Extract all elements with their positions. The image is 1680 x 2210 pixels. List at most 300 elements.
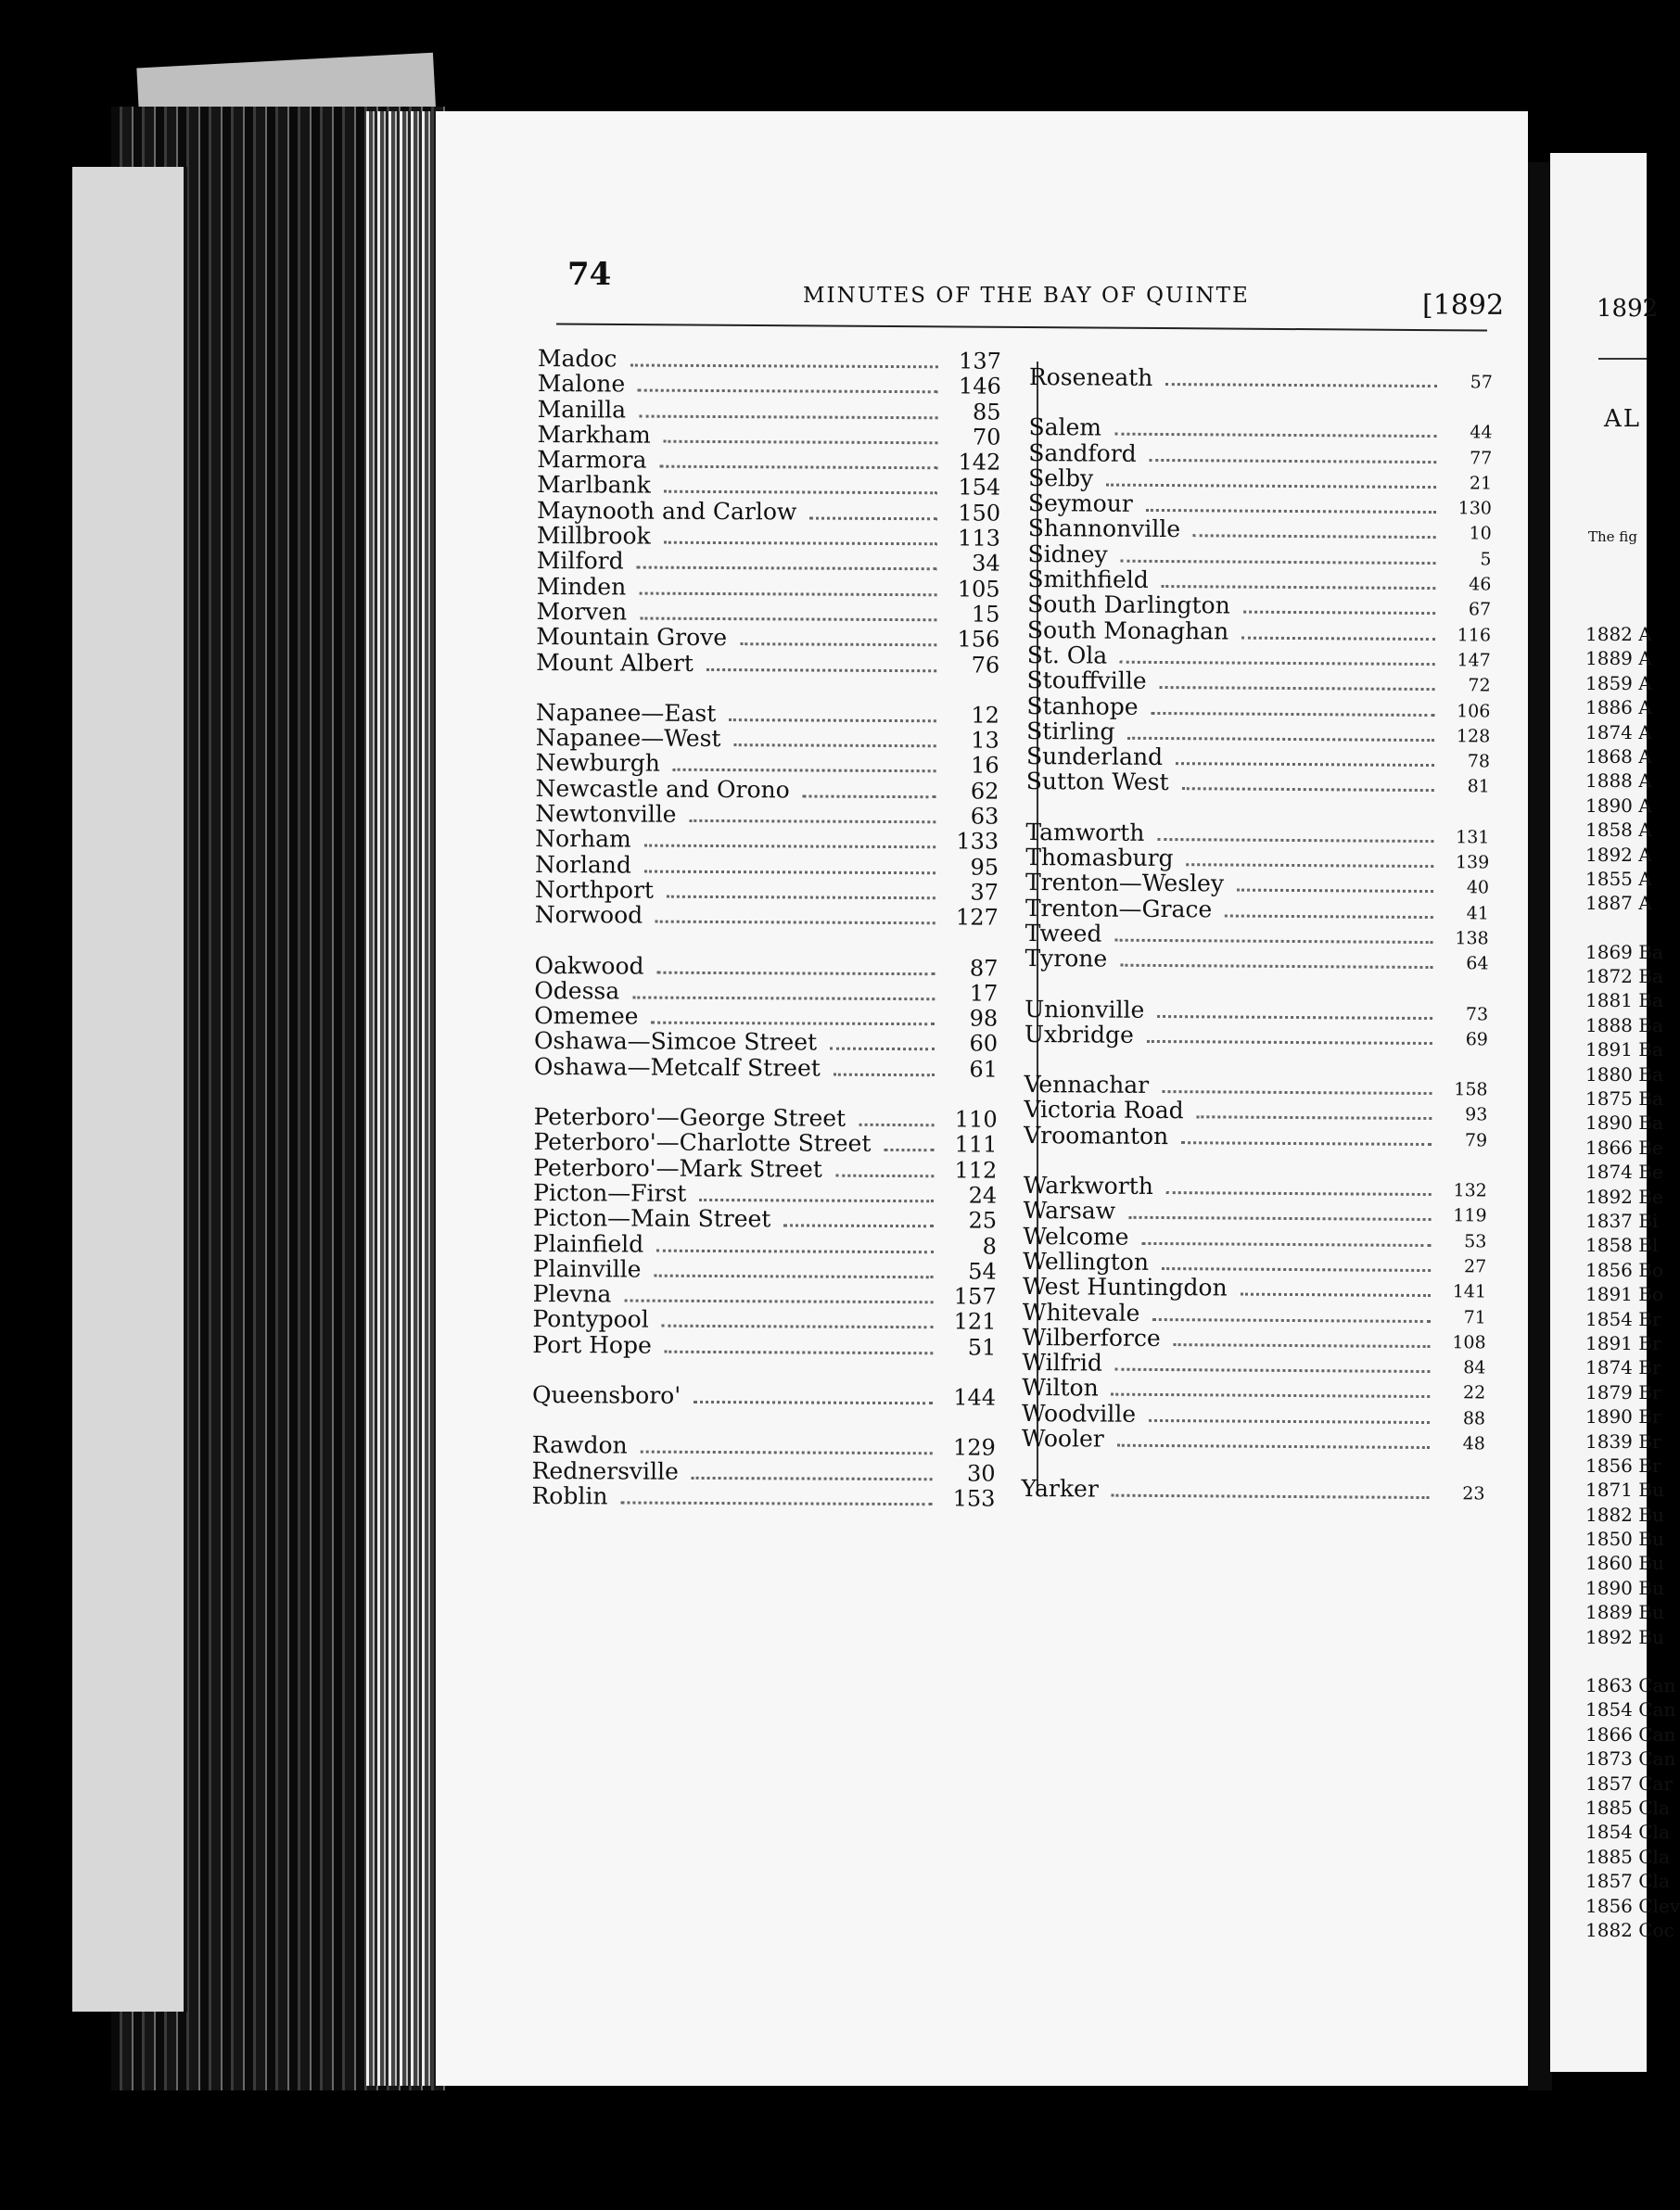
entry-page-number: 84	[1463, 1357, 1486, 1378]
dot-leader	[664, 541, 937, 546]
facing-page-heading: AL	[1604, 405, 1642, 433]
entry-page-number: 139	[1455, 852, 1490, 873]
entry-name: Warkworth	[1023, 1171, 1153, 1200]
index-entry	[534, 1002, 998, 1030]
entry-name: Pontypool	[532, 1305, 649, 1334]
index-entry	[1026, 743, 1490, 771]
index-entry	[537, 547, 1000, 575]
dot-leader	[654, 1274, 933, 1278]
dot-leader	[638, 389, 938, 394]
entry-page-number: 22	[1462, 1382, 1486, 1403]
dot-leader	[1150, 459, 1437, 464]
entry-name: Picton—First	[533, 1178, 687, 1207]
entry-name: Queensboro'	[531, 1380, 681, 1409]
index-entry	[1025, 920, 1489, 948]
entry-name: Peterboro'—Charlotte Street	[533, 1128, 872, 1158]
entry-page-number: 24	[968, 1182, 998, 1209]
dot-leader	[1121, 559, 1436, 564]
entry-name: Norwood	[534, 901, 643, 929]
entry-name: Manilla	[537, 395, 627, 424]
index-entry	[534, 1103, 998, 1131]
index-entry	[1024, 1096, 1487, 1124]
dot-leader	[1187, 863, 1434, 868]
entry-page-number: 142	[958, 449, 1001, 476]
facing-page-entry: 1892 A	[1585, 843, 1652, 866]
index-entry	[1026, 768, 1490, 796]
entry-page-number: 128	[1456, 726, 1491, 747]
entry-name: Northport	[534, 875, 655, 904]
facing-page-entry: 1856 Bo	[1585, 1258, 1663, 1281]
dot-leader	[1165, 383, 1437, 387]
entry-name: Milford	[536, 547, 624, 575]
entry-name: Napanee—East	[535, 698, 717, 727]
index-entry	[533, 1179, 997, 1207]
index-entry	[536, 623, 999, 651]
entry-page-number: 81	[1467, 776, 1490, 797]
entry-page-number: 153	[952, 1485, 996, 1512]
facing-page-entry: 1886 A	[1585, 696, 1652, 719]
entry-name: Maynooth and Carlow	[536, 496, 797, 526]
entry-page-number: 16	[971, 752, 999, 780]
facing-page-entry: 1880 Ba	[1585, 1062, 1663, 1086]
dot-leader	[729, 718, 936, 722]
dot-leader	[657, 971, 935, 975]
index-entry	[1024, 1172, 1487, 1200]
dot-leader	[1162, 1267, 1431, 1272]
entry-page-number: 98	[969, 1005, 999, 1032]
dot-leader	[1243, 611, 1435, 615]
entry-name: Tamworth	[1025, 818, 1145, 846]
facing-page-entry: 1892 Be	[1585, 1185, 1663, 1208]
dot-leader	[673, 768, 936, 772]
facing-page-entry: 1857 Cla	[1585, 1870, 1670, 1893]
index-entry	[538, 370, 1001, 398]
index-entry	[535, 749, 999, 780]
facing-page-entry: 1857 Car	[1585, 1772, 1674, 1795]
entry-name: Peterboro'—George Street	[533, 1103, 846, 1132]
entry-name: Newburgh	[535, 749, 660, 778]
index-entry	[1027, 616, 1491, 645]
entry-page-number: 37	[970, 879, 999, 906]
entry-name: Oakwood	[534, 951, 644, 980]
entry-name: Oshawa—Metcalf Street	[533, 1052, 821, 1082]
dot-leader	[699, 1199, 934, 1202]
dot-leader	[1117, 1444, 1430, 1449]
entry-page-number: 53	[1464, 1230, 1487, 1252]
entry-page-number: 141	[1452, 1281, 1487, 1302]
index-entry	[1025, 869, 1489, 897]
dot-leader	[630, 364, 937, 369]
facing-page-rule	[1598, 358, 1647, 360]
entry-page-number: 93	[1465, 1104, 1488, 1125]
entry-name: Port Hope	[532, 1330, 652, 1359]
dot-leader	[644, 870, 935, 874]
facing-page-entry: 1858 A	[1585, 819, 1652, 842]
dot-leader	[1160, 686, 1435, 691]
entry-name: Sunderland	[1025, 743, 1164, 771]
facing-page-entry: 1860 Bu	[1585, 1552, 1664, 1575]
dot-leader	[640, 617, 936, 622]
dot-leader	[639, 414, 938, 419]
entry-page-number: 5	[1480, 549, 1492, 570]
index-entry	[533, 1204, 997, 1232]
dot-leader	[1112, 1494, 1430, 1499]
entry-name: Trenton—Wesley	[1025, 869, 1225, 897]
entry-page-number: 158	[1454, 1079, 1488, 1100]
facing-page-year: 1892	[1597, 295, 1659, 323]
entry-page-number: 108	[1452, 1332, 1486, 1353]
dot-leader	[620, 1501, 932, 1505]
index-entry	[533, 1154, 997, 1182]
facing-page-entry: 1856 Clev	[1585, 1894, 1680, 1917]
entry-name: West Huntingdon	[1022, 1273, 1228, 1302]
facing-page-entry: 1891 Br	[1585, 1331, 1661, 1354]
index-entry	[1023, 1273, 1486, 1302]
entry-page-number: 157	[953, 1283, 997, 1310]
entry-page-number: 156	[957, 626, 1000, 653]
entry-page-number: 40	[1466, 877, 1490, 898]
entry-name: Mountain Grove	[536, 623, 728, 652]
entry-page-number: 87	[969, 954, 999, 982]
dot-leader	[1166, 1191, 1432, 1196]
entry-name: Plevna	[532, 1280, 612, 1308]
facing-page-entry: 1871 Bu	[1585, 1479, 1664, 1502]
entry-page-number: 67	[1468, 599, 1492, 620]
left-column	[531, 345, 1001, 1510]
entry-name: Morven	[536, 597, 628, 626]
index-entry	[537, 497, 1000, 525]
index-entry	[535, 876, 999, 904]
entry-name: Unionville	[1025, 995, 1145, 1023]
entry-page-number: 116	[1457, 624, 1492, 646]
dot-leader	[1162, 585, 1436, 590]
entry-page-number: 30	[967, 1460, 996, 1487]
dot-leader	[624, 1300, 933, 1304]
facing-page-entry: 1891 Ba	[1585, 1038, 1663, 1061]
facing-page-entry: 1854 Br	[1585, 1307, 1661, 1330]
index-entry	[1027, 591, 1491, 619]
running-title: MINUTES OF THE BAY OF QUINTE	[803, 284, 1250, 308]
index-entry	[1024, 1071, 1487, 1099]
facing-page-entry: 1863 Can	[1585, 1674, 1676, 1697]
left-flap	[72, 167, 187, 2012]
index-entry	[1025, 945, 1488, 973]
entry-page-number: 78	[1467, 751, 1491, 772]
facing-page-entry: 1854 Can	[1585, 1698, 1676, 1721]
entry-page-number: 60	[969, 1030, 999, 1058]
running-year: [1892	[1422, 289, 1505, 322]
facing-page-entry: 1866 Can	[1585, 1722, 1676, 1746]
facing-page-entry: 1892 Bu	[1585, 1625, 1664, 1648]
entry-page-number: 121	[953, 1308, 997, 1335]
dot-leader	[1141, 1241, 1431, 1246]
index-entry	[536, 598, 999, 626]
facing-page-entry: 1850 Bu	[1585, 1528, 1664, 1551]
entry-page-number: 73	[1465, 1003, 1489, 1025]
facing-page-note: The fig	[1588, 528, 1637, 545]
entry-page-number: 25	[968, 1207, 998, 1234]
entry-name: Vennachar	[1024, 1071, 1150, 1099]
entry-page-number: 63	[970, 803, 999, 830]
dot-leader	[1225, 914, 1433, 919]
dot-leader	[809, 516, 937, 520]
entry-page-number: 17	[969, 980, 999, 1007]
entry-name: Whitevale	[1022, 1298, 1140, 1327]
entry-name: Picton—Main Street	[532, 1204, 771, 1233]
facing-page-entry: 1887 A	[1585, 892, 1652, 915]
index-entry	[532, 1457, 996, 1485]
entry-name: Odessa	[534, 976, 620, 1005]
facing-page-entry: 1869 Ba	[1585, 940, 1663, 963]
index-entry	[533, 1280, 997, 1308]
entry-page-number: 132	[1453, 1180, 1487, 1201]
dot-leader	[644, 845, 935, 849]
entry-name: Millbrook	[536, 522, 651, 550]
facing-page-entry: 1855 A	[1585, 867, 1652, 890]
dot-leader	[692, 1476, 933, 1480]
entry-page-number: 8	[982, 1233, 997, 1260]
index-entry	[537, 446, 1000, 474]
dot-leader	[1162, 1090, 1432, 1095]
index-entry	[1022, 1374, 1485, 1403]
entry-name: Mount Albert	[536, 648, 694, 677]
page-edges	[366, 111, 431, 2086]
entry-name: Minden	[536, 572, 627, 601]
entry-name: Marmora	[537, 446, 647, 474]
dot-leader	[1147, 1040, 1432, 1045]
dot-leader	[1193, 535, 1436, 540]
dot-leader	[884, 1149, 934, 1151]
facing-page-entry: 1856 Br	[1585, 1454, 1661, 1477]
index-entry	[1026, 692, 1490, 721]
dot-leader	[706, 668, 936, 672]
dot-leader	[834, 1073, 935, 1076]
entry-name: Malone	[537, 370, 626, 398]
entry-page-number: 77	[1470, 447, 1493, 469]
entry-page-number: 44	[1470, 422, 1493, 443]
dot-leader	[1112, 1393, 1431, 1398]
facing-page-entry: 1890 A	[1585, 794, 1652, 817]
index-entry	[532, 1229, 997, 1260]
index-entry	[1027, 540, 1491, 569]
dot-leader	[656, 1249, 934, 1253]
entry-name: Madoc	[537, 345, 617, 373]
entry-name: Yarker	[1021, 1475, 1099, 1503]
index-entry	[535, 851, 999, 879]
dot-leader	[1157, 1015, 1432, 1020]
entry-page-number: 85	[973, 399, 1001, 425]
entry-name: Stouffville	[1026, 667, 1147, 695]
dot-leader	[1128, 1216, 1431, 1221]
dot-leader	[655, 921, 935, 925]
entry-name: Plainfield	[532, 1229, 644, 1258]
facing-page-entry: 1891 Bo	[1585, 1283, 1663, 1306]
index-entry	[1028, 514, 1492, 543]
dot-leader	[651, 1022, 935, 1026]
entry-page-number: 23	[1462, 1483, 1485, 1505]
entry-name: Thomasburg	[1025, 844, 1174, 872]
entry-name: Newtonville	[535, 800, 677, 828]
page-number: 74	[567, 256, 612, 293]
entry-page-number: 106	[1457, 700, 1491, 722]
entry-page-number: 119	[1453, 1205, 1487, 1226]
entry-page-number: 88	[1462, 1407, 1486, 1429]
facing-page-entry: 1866 Be	[1585, 1136, 1663, 1159]
facing-page-entry: 1854 Cla	[1585, 1821, 1670, 1844]
entry-page-number: 130	[1457, 498, 1492, 519]
entry-page-number: 51	[967, 1334, 997, 1361]
index-entry	[535, 901, 999, 929]
index-entry	[536, 724, 999, 752]
entry-page-number: 133	[956, 828, 999, 855]
dot-leader	[632, 996, 935, 1000]
index-entry	[1024, 1197, 1487, 1226]
entry-name: Salem	[1028, 413, 1102, 441]
entry-name: Markham	[537, 420, 651, 449]
entry-name: Norland	[534, 850, 632, 879]
entry-name: Napanee—West	[535, 724, 721, 753]
facing-page-entry: 1875 Ba	[1585, 1087, 1663, 1111]
entry-name: Stanhope	[1026, 692, 1139, 720]
index-entry	[1023, 1223, 1486, 1251]
index-entry	[1024, 1122, 1487, 1150]
facing-page-entry: 1882 Bu	[1585, 1503, 1664, 1526]
index-entry	[1022, 1425, 1485, 1454]
entry-name: Uxbridge	[1024, 1020, 1134, 1048]
entry-name: Trenton—Grace	[1025, 894, 1213, 923]
entry-name: Norham	[535, 825, 631, 853]
index-entry	[534, 952, 998, 980]
dot-leader	[1182, 788, 1434, 793]
dot-leader	[659, 465, 937, 470]
dot-leader	[641, 1451, 933, 1455]
dot-leader	[1149, 1419, 1430, 1424]
dot-leader	[803, 794, 936, 798]
facing-page-entry: 1881 Ba	[1585, 989, 1663, 1012]
entry-page-number: 150	[958, 500, 1001, 527]
entry-name: Newcastle and Orono	[535, 774, 790, 804]
entry-page-number: 12	[971, 702, 999, 729]
dot-leader	[1127, 737, 1434, 742]
index-entry	[538, 396, 1001, 424]
entry-name: Rawdon	[531, 1431, 628, 1459]
index-entry	[537, 573, 1000, 601]
entry-name: Tweed	[1025, 919, 1102, 947]
dot-leader	[1176, 762, 1434, 767]
facing-page-entry: 1858 Bl	[1585, 1234, 1659, 1257]
index-entry	[535, 800, 999, 828]
entry-page-number: 21	[1469, 473, 1493, 494]
facing-page-entry: 1837 Bi	[1585, 1209, 1659, 1232]
index-entry	[1022, 1400, 1485, 1429]
entry-page-number: 13	[971, 727, 999, 754]
index-entry	[1025, 1021, 1488, 1049]
facing-page-entry: 1874 A	[1585, 720, 1652, 743]
entry-page-number: 76	[971, 652, 1000, 679]
entry-name: Sidney	[1027, 540, 1108, 568]
entry-name: Sutton West	[1025, 768, 1169, 796]
facing-page-list	[1585, 623, 1680, 1943]
entry-page-number: 70	[972, 424, 1001, 451]
index-entry	[531, 1482, 995, 1510]
facing-page-entry: 1872 Ba	[1585, 965, 1663, 988]
dot-leader	[859, 1124, 935, 1126]
index-entry	[1028, 439, 1492, 468]
entry-page-number: 57	[1470, 372, 1493, 393]
entry-page-number: 137	[959, 348, 1001, 375]
gutter	[1528, 162, 1552, 2090]
dot-leader	[1241, 636, 1435, 640]
entry-page-number: 64	[1466, 953, 1489, 974]
index-entry	[537, 471, 1001, 502]
entry-page-number: 54	[968, 1258, 997, 1285]
index-entry	[532, 1305, 996, 1333]
dot-leader	[694, 1401, 933, 1404]
entry-page-number: 127	[955, 904, 999, 931]
entry-page-number: 34	[972, 550, 1000, 577]
entry-page-number: 69	[1465, 1029, 1488, 1050]
index-entry	[1026, 718, 1490, 746]
dot-leader	[1197, 1116, 1432, 1121]
entry-name: Tyrone	[1025, 945, 1108, 972]
index-entry	[1028, 489, 1492, 518]
index-entry	[532, 1331, 996, 1359]
entry-name: Victoria Road	[1024, 1096, 1184, 1124]
dot-leader	[1120, 661, 1435, 666]
facing-page-entry: 1839 Br	[1585, 1429, 1661, 1453]
dot-leader	[664, 440, 938, 445]
entry-name: Oshawa—Simcoe Street	[533, 1027, 818, 1057]
entry-page-number: 146	[958, 373, 1001, 400]
entry-page-number: 10	[1469, 523, 1492, 544]
facing-page-entry: 1889 A	[1585, 647, 1652, 670]
index-entry	[534, 977, 998, 1005]
entry-name: Marlbank	[537, 471, 651, 500]
index-entry	[1027, 565, 1491, 594]
index-entry	[532, 1381, 996, 1409]
dot-leader	[1152, 1317, 1431, 1322]
entry-name: Roseneath	[1028, 363, 1153, 391]
dot-leader	[740, 642, 936, 646]
entry-name: Vroomanton	[1024, 1121, 1169, 1149]
index-entry	[533, 1255, 997, 1283]
entry-name: Wilton	[1022, 1374, 1099, 1402]
entry-page-number: 131	[1456, 826, 1490, 848]
dot-leader	[1181, 1141, 1432, 1146]
right-column	[1021, 363, 1493, 1504]
index-entry	[1025, 996, 1488, 1024]
entry-name: Peterboro'—Mark Street	[533, 1153, 822, 1183]
index-entry	[1028, 464, 1492, 493]
index-entry	[1027, 667, 1491, 695]
entry-name: Wilfrid	[1022, 1349, 1103, 1377]
dot-leader	[1237, 889, 1433, 893]
index-entry	[1025, 895, 1489, 923]
entry-name: Stirling	[1026, 717, 1115, 745]
index-entry	[538, 345, 1001, 373]
dot-leader	[665, 1350, 934, 1354]
entry-name: Seymour	[1027, 489, 1133, 517]
entry-page-number: 111	[954, 1131, 998, 1158]
index-entry	[533, 1128, 997, 1156]
entry-name: Smithfield	[1027, 565, 1149, 593]
dot-leader	[639, 591, 936, 596]
entry-name: Rednersville	[531, 1456, 679, 1485]
entry-name: South Darlington	[1027, 591, 1230, 619]
index-entry	[534, 1053, 998, 1081]
facing-page-entry: 1874 Br	[1585, 1356, 1661, 1379]
index-entry	[1025, 819, 1489, 847]
